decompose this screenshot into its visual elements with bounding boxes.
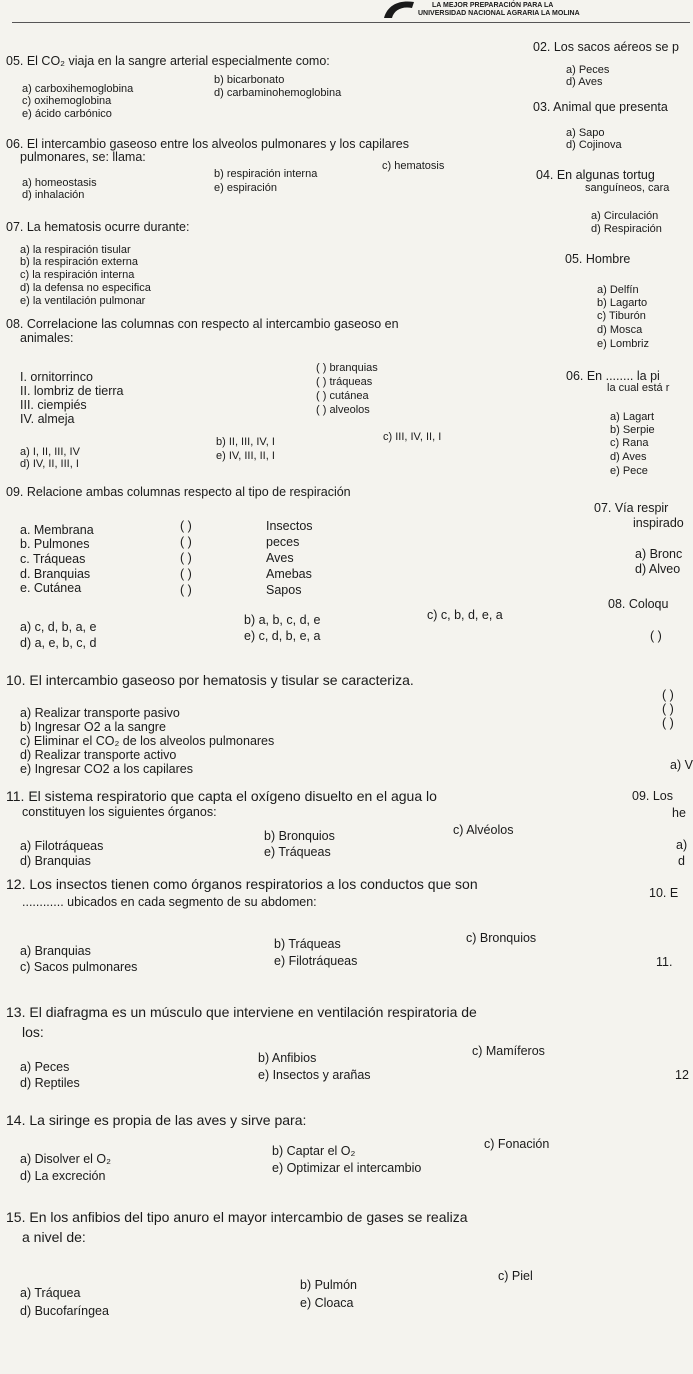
r-q08-paren-2: ( ): [662, 688, 674, 702]
header-rule: [12, 22, 690, 23]
q09-left-1: a. Membrana: [20, 523, 94, 537]
q06-option-e: e) espiración: [214, 182, 277, 194]
q15-option-d: d) Bucofaríngea: [20, 1304, 109, 1318]
r-q07-option-d: d) Alveo: [635, 562, 681, 576]
q15-option-e: e) Cloaca: [300, 1296, 354, 1310]
q09-right-2: peces: [266, 535, 300, 549]
q10-option-d: d) Realizar transporte activo: [20, 748, 177, 762]
q14-option-e: e) Optimizar el intercambio: [272, 1161, 422, 1175]
q15-option-a: a) Tráquea: [20, 1286, 81, 1300]
r-q10-text: 10. E: [649, 886, 679, 900]
q09-left-3: c. Tráqueas: [20, 552, 86, 566]
r-q03-option-d: d) Cojinova: [566, 139, 622, 151]
r-q09-text-2: he: [672, 806, 686, 820]
r-q06-text-2: la cual está r: [607, 382, 670, 394]
q15-option-b: b) Pulmón: [300, 1278, 357, 1292]
q07-text: 07. La hematosis ocurre durante:: [6, 220, 190, 234]
q10-text: 10. El intercambio gaseoso por hematosis y tisular se caracteriza.: [6, 672, 414, 688]
q09-paren-1: ( ): [180, 519, 192, 533]
academy-logo: [382, 0, 416, 18]
q09-option-e: e) c, d, b, e, a: [244, 629, 321, 643]
q09-option-b: b) a, b, c, d, e: [244, 613, 321, 627]
q08-text-2: animales:: [20, 331, 74, 345]
r-q02-option-a: a) Peces: [566, 64, 610, 76]
q07-option-e: e) la ventilación pulmonar: [20, 295, 146, 307]
r-q07-text-1: 07. Vía respir: [594, 501, 669, 515]
q08-item-2: II. lombriz de tierra: [20, 384, 124, 398]
r-q03-option-a: a) Sapo: [566, 127, 605, 139]
r-q09-option-d: d: [678, 854, 685, 868]
q08-option-c: c) III, IV, II, I: [383, 431, 442, 443]
q12-option-c: c) Bronquios: [466, 931, 537, 945]
q06-option-a: a) homeostasis: [22, 177, 97, 189]
q11-option-c: c) Alvéolos: [453, 823, 514, 837]
r-q06-option-c: c) Rana: [610, 437, 649, 449]
q13-option-a: a) Peces: [20, 1060, 70, 1074]
r-q02-option-d: d) Aves: [566, 76, 603, 88]
q09-right-4: Amebas: [266, 567, 312, 581]
q08-text-1: 08. Correlacione las columnas con respecto al intercambio gaseoso en: [6, 317, 399, 331]
q11-text-2: constituyen los siguientes órganos:: [22, 805, 217, 819]
q12-option-a: a) Branquias: [20, 944, 91, 958]
r-q06-option-a: a) Lagart: [610, 411, 655, 423]
q09-text: 09. Relacione ambas columnas respecto al tipo de respiración: [6, 485, 351, 499]
r-q05-option-c: c) Tiburón: [597, 310, 646, 322]
r-q04-text-2: sanguíneos, cara: [585, 182, 670, 194]
q11-option-b: b) Bronquios: [264, 829, 335, 843]
q08-right-2: ( ) tráqueas: [316, 376, 373, 388]
q11-option-d: d) Branquias: [20, 854, 91, 868]
q07-option-d: d) la defensa no especifica: [20, 282, 151, 294]
q09-left-5: e. Cutánea: [20, 581, 82, 595]
r-q08-text: 08. Coloqu: [608, 597, 669, 611]
q05-option-d: d) carbaminohemoglobina: [214, 87, 342, 99]
q15-text-1: 15. En los anfibios del tipo anuro el mayor intercambio de gases se realiza: [6, 1209, 468, 1225]
r-q03-text: 03. Animal que presenta: [533, 100, 668, 114]
r-q07-text-2: inspirado: [633, 516, 684, 530]
q08-right-4: ( ) alveolos: [316, 404, 370, 416]
q14-option-c: c) Fonación: [484, 1137, 550, 1151]
q08-option-b: b) II, III, IV, I: [216, 436, 275, 448]
q12-option-c2: c) Sacos pulmonares: [20, 960, 138, 974]
q11-option-a: a) Filotráqueas: [20, 839, 104, 853]
q12-option-b: b) Tráqueas: [274, 937, 341, 951]
q14-option-a: a) Disolver el O₂: [20, 1152, 111, 1166]
r-q07-option-a: a) Bronc: [635, 547, 683, 561]
q09-right-5: Sapos: [266, 583, 302, 597]
r-q05-text: 05. Hombre: [565, 252, 631, 266]
q13-text-1: 13. El diafragma es un músculo que interviene en ventilación respiratoria de: [6, 1004, 477, 1020]
q09-option-d: d) a, e, b, c, d: [20, 636, 97, 650]
q14-option-b: b) Captar el O₂: [272, 1144, 356, 1158]
q14-option-d: d) La excreción: [20, 1169, 106, 1183]
q12-text-1: 12. Los insectos tienen como órganos respiratorios a los conductos que son: [6, 876, 478, 892]
r-q08-option-a: a) V: [670, 758, 693, 772]
q09-right-3: Aves: [266, 551, 294, 565]
r-q08-paren-1: ( ): [650, 629, 662, 643]
r-q04-option-a: a) Circulación: [591, 210, 659, 222]
q08-option-d: d) IV, II, III, I: [20, 458, 79, 470]
q12-text-2: ............ ubicados en cada segmento de su abdomen:: [22, 895, 317, 909]
r-q09-text-1: 09. Los: [632, 789, 674, 803]
q09-paren-4: ( ): [180, 567, 192, 581]
r-q04-text-1: 04. En algunas tortug: [536, 168, 655, 182]
q05-option-b: b) bicarbonato: [214, 74, 285, 86]
r-q12-text: 12: [675, 1068, 689, 1082]
r-q02-text: 02. Los sacos aéreos se p: [533, 40, 679, 54]
q09-paren-2: ( ): [180, 535, 192, 549]
r-q06-text-1: 06. En ........ la pi: [566, 369, 660, 383]
q08-right-1: ( ) branquias: [316, 362, 378, 374]
q09-paren-5: ( ): [180, 583, 192, 597]
q13-text-2: los:: [22, 1024, 44, 1040]
q11-option-e: e) Tráqueas: [264, 845, 331, 859]
header-line-1: LA MEJOR PREPARACIÓN PARA LA: [432, 2, 554, 9]
q07-option-b: b) la respiración externa: [20, 256, 139, 268]
q13-option-b: b) Anfibios: [258, 1051, 317, 1065]
q05-option-c: c) oxihemoglobina: [22, 95, 112, 107]
q08-item-3: III. ciempiés: [20, 398, 87, 412]
header-line-2: UNIVERSIDAD NACIONAL AGRARIA LA MOLINA: [418, 10, 580, 17]
q06-option-d: d) inhalación: [22, 189, 85, 201]
r-q11-text: 11.: [656, 955, 673, 969]
q11-text-1: 11. El sistema respiratorio que capta el oxígeno disuelto en el agua lo: [6, 788, 437, 804]
q09-left-2: b. Pulmones: [20, 537, 90, 551]
q09-right-1: Insectos: [266, 519, 313, 533]
r-q05-option-d: d) Mosca: [597, 324, 643, 336]
q13-option-d: d) Reptiles: [20, 1076, 80, 1090]
q08-right-3: ( ) cutánea: [316, 390, 369, 402]
q08-option-e: e) IV, III, II, I: [216, 450, 275, 462]
q09-paren-3: ( ): [180, 551, 192, 565]
q08-option-a: a) I, II, III, IV: [20, 446, 80, 458]
q13-option-c: c) Mamíferos: [472, 1044, 545, 1058]
q07-option-a: a) la respiración tisular: [20, 244, 131, 256]
q06-text-1: 06. El intercambio gaseoso entre los alveolos pulmonares y los capilares: [6, 137, 409, 151]
r-q06-option-b: b) Serpie: [610, 424, 655, 436]
q09-left-4: d. Branquias: [20, 567, 91, 581]
q09-option-a: a) c, d, b, a, e: [20, 620, 97, 634]
q05-option-e: e) ácido carbónico: [22, 108, 112, 120]
q12-option-e: e) Filotráqueas: [274, 954, 358, 968]
r-q05-option-b: b) Lagarto: [597, 297, 648, 309]
q06-option-b: b) respiración interna: [214, 168, 318, 180]
q10-option-a: a) Realizar transporte pasivo: [20, 706, 180, 720]
q15-text-2: a nivel de:: [22, 1229, 86, 1245]
r-q05-option-a: a) Delfín: [597, 284, 639, 296]
q08-item-1: I. ornitorrinco: [20, 370, 93, 384]
q14-text: 14. La siringe es propia de las aves y sirve para:: [6, 1112, 307, 1128]
r-q06-option-e: e) Pece: [610, 465, 648, 477]
q08-item-4: IV. almeja: [20, 412, 75, 426]
r-q06-option-d: d) Aves: [610, 451, 647, 463]
q15-option-c: c) Piel: [498, 1269, 533, 1283]
r-q05-option-e: e) Lombriz: [597, 338, 649, 350]
q06-text-2: pulmonares, se: llama:: [20, 150, 146, 164]
q10-option-b: b) Ingresar O2 a la sangre: [20, 720, 166, 734]
q09-option-c: c) c, b, d, e, a: [427, 608, 503, 622]
q07-option-c: c) la respiración interna: [20, 269, 135, 281]
q06-option-c: c) hematosis: [382, 160, 445, 172]
q13-option-e: e) Insectos y arañas: [258, 1068, 371, 1082]
r-q08-paren-4: ( ): [662, 716, 674, 730]
q05-option-a: a) carboxihemoglobina: [22, 83, 134, 95]
r-q09-option-a: a): [676, 838, 688, 852]
q10-option-e: e) Ingresar CO2 a los capilares: [20, 762, 193, 776]
r-q04-option-d: d) Respiración: [591, 223, 662, 235]
q10-option-c: c) Eliminar el CO₂ de los alveolos pulmonares: [20, 734, 275, 748]
q05-text: 05. El CO₂ viaja en la sangre arterial especialmente como:: [6, 54, 330, 68]
r-q08-paren-3: ( ): [662, 702, 674, 716]
